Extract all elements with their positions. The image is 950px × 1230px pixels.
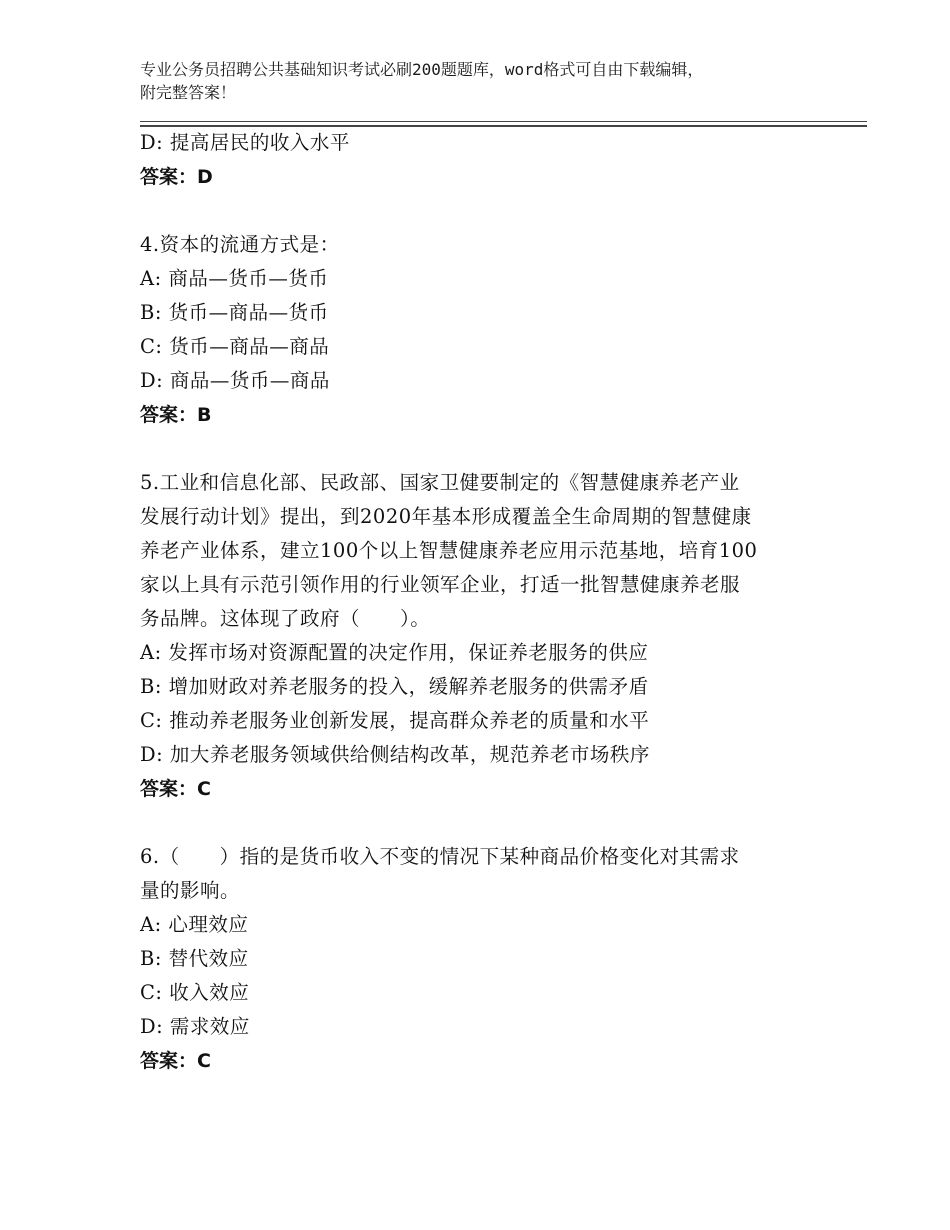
spacer: [140, 806, 820, 840]
answer-label: 答案：C: [140, 778, 211, 800]
question-stem-line: 务品牌。这体现了政府（ ）。: [140, 607, 431, 630]
option-b: B: 替代效应: [140, 947, 249, 970]
question-stem-line: 量的影响。: [140, 879, 241, 902]
question-4: [140, 228, 820, 432]
option-d: D: 商品—货币—商品: [140, 369, 330, 392]
option-d: D: 加大养老服务领域供给侧结构改革，规范养老市场秩序: [140, 743, 650, 766]
spacer: [140, 432, 820, 466]
header-line-2: 附完整答案！: [140, 83, 237, 102]
header-line-1: 专业公务员招聘公共基础知识考试必刷200题题库，word格式可自由下载编辑，: [140, 60, 704, 79]
question-stem-line: 家以上具有示范引领作用的行业领军企业，打适一批智慧健康养老服: [140, 573, 741, 596]
option-b: B: 货币—商品—货币: [140, 301, 329, 324]
option-b: B: 增加财政对养老服务的投入，缓解养老服务的供需矛盾: [140, 675, 649, 698]
answer-label: 答案：D: [140, 166, 213, 188]
answer-label: 答案：B: [140, 404, 212, 426]
question-content: [140, 126, 820, 1078]
option-c: C: 货币—商品—商品: [140, 335, 330, 358]
page-header: [140, 58, 840, 104]
option-c: C: 推动养老服务业创新发展，提高群众养老的质量和水平: [140, 709, 650, 732]
option-d: D: 需求效应: [140, 1015, 250, 1038]
spacer: [140, 194, 820, 228]
question-3-tail: [140, 126, 820, 194]
option-a: A: 心理效应: [140, 913, 249, 936]
header-rule-thin: [140, 121, 867, 122]
question-stem-line: 6.（ ）指的是货币收入不变的情况下某种商品价格变化对其需求: [140, 845, 740, 868]
question-stem-line: 养老产业体系，建立100个以上智慧健康养老应用示范基地，培育100: [140, 539, 758, 562]
question-stem: 4.资本的流通方式是：: [140, 233, 340, 256]
answer-label: 答案：C: [140, 1050, 211, 1072]
option-c: C: 收入效应: [140, 981, 250, 1004]
question-stem-line: 发展行动计划》提出，到2020年基本形成覆盖全生命周期的智慧健康: [140, 505, 752, 528]
option-a: A: 商品—货币—货币: [140, 267, 329, 290]
option-a: A: 发挥市场对资源配置的决定作用，保证养老服务的供应: [140, 641, 649, 664]
question-stem-line: 5.工业和信息化部、民政部、国家卫健要制定的《智慧健康养老产业: [140, 471, 740, 494]
question-6: [140, 840, 820, 1078]
question-5: [140, 466, 820, 806]
option-d: D: 提高居民的收入水平: [140, 131, 350, 154]
